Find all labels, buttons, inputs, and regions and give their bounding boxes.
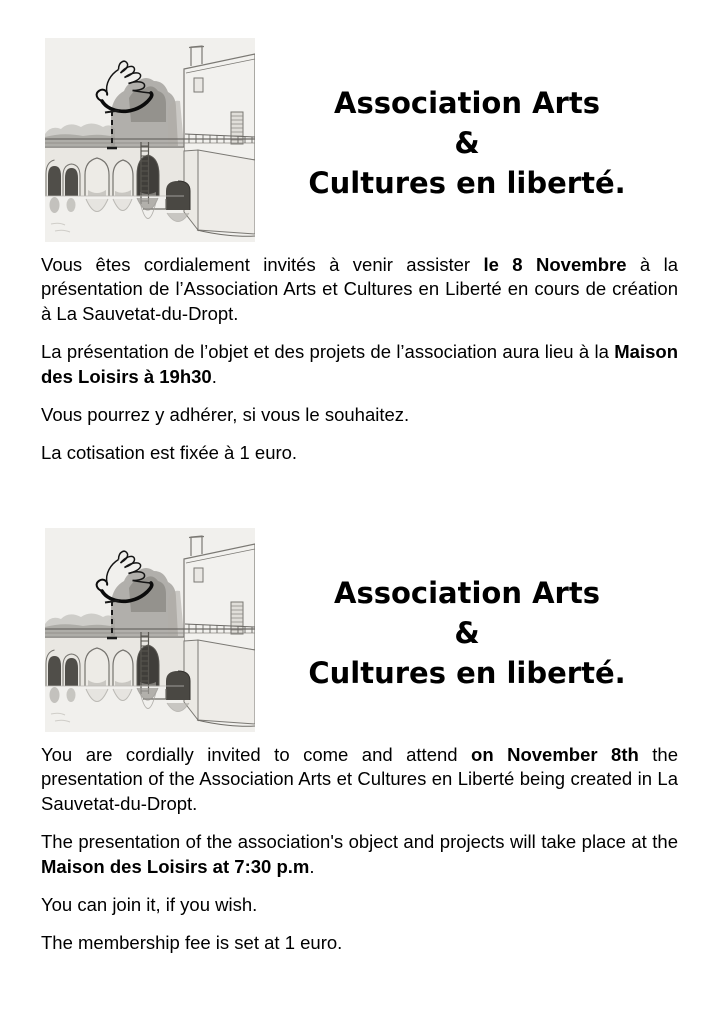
bold-text-run: Maison des Loisirs à 19h30 bbox=[41, 341, 678, 387]
paragraph bbox=[41, 253, 678, 326]
text-run: . bbox=[309, 855, 315, 877]
bold-text-run: le 8 Novembre bbox=[483, 254, 627, 275]
section-french bbox=[0, 0, 724, 490]
paragraph bbox=[41, 743, 678, 816]
text-run: the presentation of the Association Arts et Cultures en Liberté being created in La Sauvetat-du-Dropt. bbox=[41, 744, 679, 814]
title-line: Cultures en liberté. bbox=[308, 656, 626, 690]
title-line: Cultures en liberté. bbox=[308, 166, 626, 200]
text-run: La cotisation est fixée à 1 euro. bbox=[41, 442, 298, 464]
bridge-sketch-svg bbox=[45, 38, 255, 242]
paragraph bbox=[41, 931, 678, 955]
bold-text-run: Maison des Loisirs at 7:30 p.m bbox=[41, 855, 310, 877]
text-run: à la présentation de l’Association Arts et Cultures en Liberté en cours de création à La Sauvetat-du-Dropt. bbox=[41, 254, 678, 324]
section-body bbox=[41, 743, 678, 970]
text-run: La présentation de l’objet et des projets de l’association aura lieu à la bbox=[41, 341, 615, 363]
text-run: You are cordially invited to come and attend bbox=[41, 744, 472, 765]
bridge-sketch-image bbox=[45, 38, 255, 242]
paragraph bbox=[41, 830, 678, 879]
section-title bbox=[243, 573, 691, 693]
text-run: The membership fee is set at 1 euro. bbox=[41, 932, 343, 954]
paragraph bbox=[41, 403, 678, 427]
title-line: Association Arts bbox=[334, 86, 600, 120]
text-run: Vous pourrez y adhérer, si vous le souhaitez. bbox=[41, 404, 410, 426]
section-body bbox=[41, 253, 678, 480]
section-title bbox=[243, 83, 691, 203]
text-run: . bbox=[211, 365, 217, 387]
bridge-sketch-image bbox=[45, 528, 255, 732]
section-english bbox=[0, 490, 724, 980]
text-run: Vous êtes cordialement invités à venir assister bbox=[41, 254, 484, 275]
bold-text-run: on November 8th bbox=[471, 744, 639, 765]
text-run: The presentation of the association's object and projects will take place at the bbox=[41, 831, 678, 853]
paragraph bbox=[41, 441, 678, 465]
paragraph bbox=[41, 340, 678, 389]
title-line: & bbox=[454, 616, 480, 650]
title-line: Association Arts bbox=[334, 576, 600, 610]
text-run: You can join it, if you wish. bbox=[41, 894, 258, 916]
paragraph bbox=[41, 893, 678, 917]
bridge-sketch-svg bbox=[45, 528, 255, 732]
title-line: & bbox=[454, 126, 480, 160]
